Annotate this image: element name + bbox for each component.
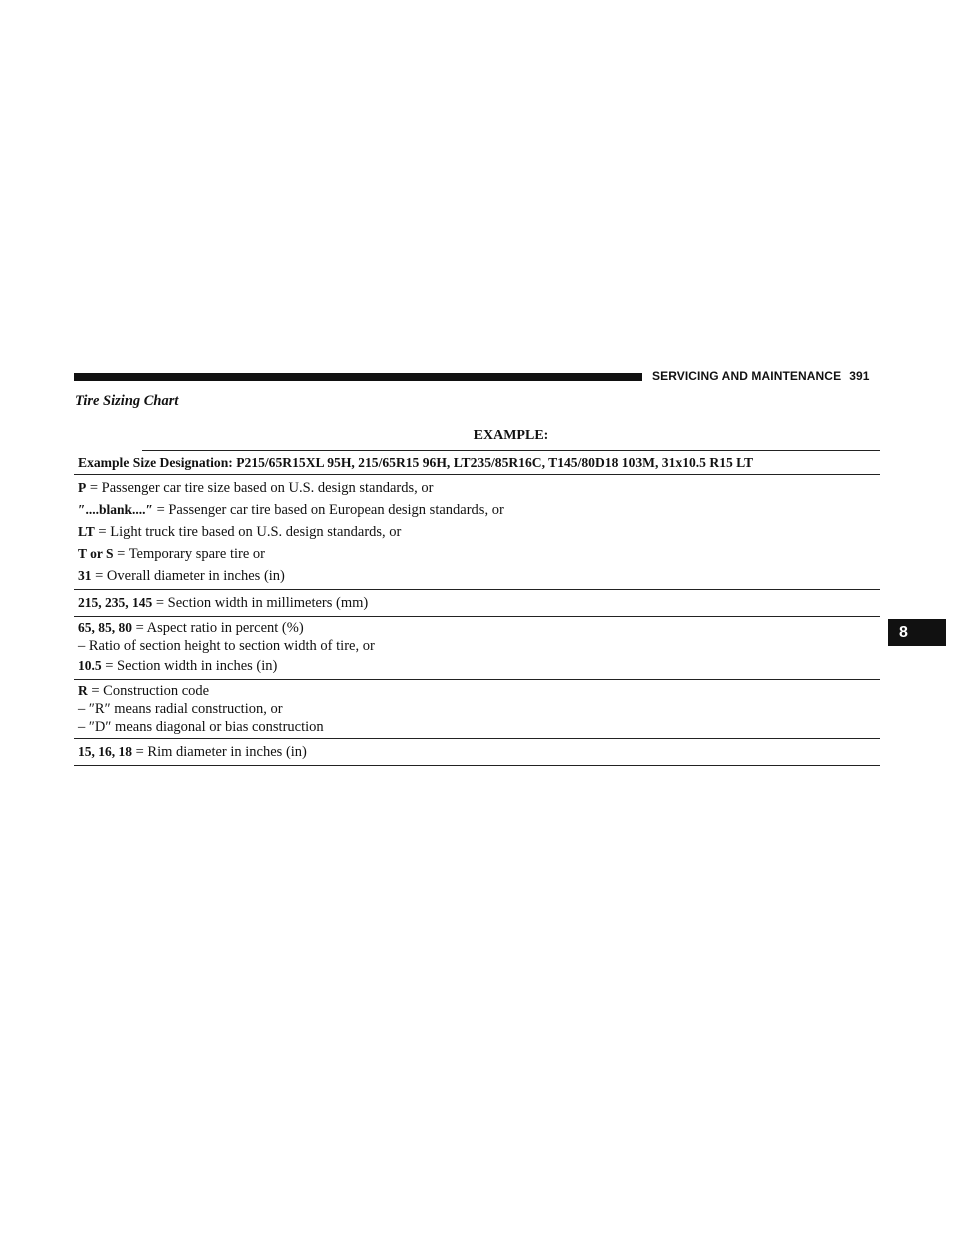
code-term: ″....blank....″ <box>78 502 153 517</box>
chart-line <box>78 499 876 521</box>
code-definition: = Passenger car tire size based on U.S. design standards, or <box>86 480 434 496</box>
code-term: R <box>78 683 88 698</box>
code-definition: = Passenger car tire based on European design standards, or <box>152 502 504 518</box>
chart-group-rim-diameter <box>74 739 880 766</box>
code-term: 31 <box>78 568 92 583</box>
code-definition: = Light truck tire based on U.S. design standards, or <box>94 524 402 540</box>
code-definition: = Construction code <box>87 683 210 699</box>
chart-group-aspect-ratio <box>74 617 880 680</box>
chart-line <box>78 565 876 587</box>
code-term: 15, 16, 18 <box>78 744 132 759</box>
chart-line <box>78 700 876 718</box>
chart-line <box>78 682 876 700</box>
chart-group-tire-type <box>74 475 880 590</box>
code-term: 215, 235, 145 <box>78 595 153 610</box>
code-definition: = Aspect ratio in percent (%) <box>132 620 304 636</box>
chart-caption: EXAMPLE: <box>142 424 880 451</box>
chart-group-construction <box>74 680 880 739</box>
page-number: 391 <box>849 369 870 383</box>
chart-group-section-width <box>74 590 880 617</box>
chart-line <box>78 592 876 614</box>
chart-line <box>78 521 876 543</box>
chart-line <box>78 637 876 655</box>
chart-line <box>78 543 876 565</box>
section-title: Tire Sizing Chart <box>75 393 179 409</box>
chart-line <box>78 477 876 499</box>
code-term: P <box>78 480 87 495</box>
example-size-designation: Example Size Designation: P215/65R15XL 95H, 215/65R15 96H, LT235/85R16C, T145/80D18 103M, 31x10.5 R15 LT <box>74 451 880 475</box>
chart-line <box>78 718 876 736</box>
code-term: 65, 85, 80 <box>78 620 132 635</box>
chart-line <box>78 741 876 763</box>
code-definition: – Ratio of section height to section width of tire, or <box>78 638 375 654</box>
code-definition: = Section width in millimeters (mm) <box>152 595 369 611</box>
header-rule <box>74 373 642 381</box>
tire-sizing-chart <box>74 424 880 766</box>
code-definition: – ″R″ means radial construction, or <box>78 701 283 717</box>
chart-line <box>78 619 876 637</box>
chart-line <box>78 655 876 677</box>
code-term: T or S <box>78 546 114 561</box>
chapter-tab: 8 <box>888 619 946 646</box>
code-term: LT <box>78 524 95 539</box>
code-definition: = Section width in inches (in) <box>101 658 278 674</box>
code-definition: = Rim diameter in inches (in) <box>132 744 307 760</box>
running-title: SERVICING AND MAINTENANCE <box>652 369 842 383</box>
code-definition: – ″D″ means diagonal or bias construction <box>78 719 324 735</box>
running-head <box>652 369 870 383</box>
code-term: 10.5 <box>78 658 102 673</box>
code-definition: = Temporary spare tire or <box>113 546 265 562</box>
code-definition: = Overall diameter in inches (in) <box>91 568 285 584</box>
